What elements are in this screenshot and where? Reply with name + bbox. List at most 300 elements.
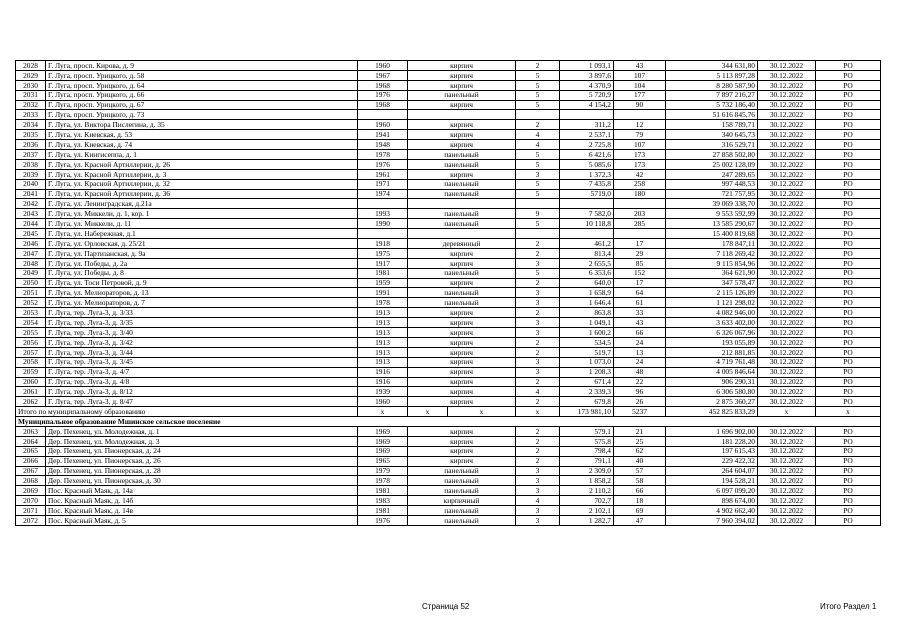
table-row: [16, 159, 881, 169]
cell-wall-material: панельный: [408, 476, 516, 486]
table-row: [16, 496, 881, 506]
cell-wall-material: кирпич: [408, 130, 516, 140]
table-row: [16, 90, 881, 100]
cell-cost: 247 289,65: [666, 169, 758, 179]
cell-row-number: 2061: [16, 387, 46, 397]
table-row: [16, 288, 881, 298]
cell-area: 702,7: [560, 496, 614, 506]
cell-floors: 4: [516, 130, 560, 140]
cell-wall-material: кирпич: [408, 328, 516, 338]
cell-year-built: 1976: [358, 90, 408, 100]
cell-area: 4 154,2: [560, 100, 614, 110]
cell-wall-material: панельный: [408, 150, 516, 160]
cell-year-built: 1978: [358, 476, 408, 486]
cell-residents: 13: [614, 347, 666, 357]
cell-year-built: 1916: [358, 367, 408, 377]
cell-floors: 5: [516, 100, 560, 110]
cell-floors: 2: [516, 248, 560, 258]
cell-cost: 25 002 128,09: [666, 159, 758, 169]
table-body-mshinskoe: [16, 426, 881, 525]
cell-row-number: 2047: [16, 248, 46, 258]
cell-year-built: 1975: [358, 248, 408, 258]
cell-code: РО: [816, 100, 881, 110]
cell-residents: 17: [614, 278, 666, 288]
cell-wall-material: панельный: [408, 486, 516, 496]
cell-code: РО: [816, 110, 881, 120]
cell-area: 6 353,6: [560, 268, 614, 278]
cell-area: 1 600,2: [560, 328, 614, 338]
cell-floors: 3: [516, 486, 560, 496]
page-number: Страница 52: [422, 602, 470, 611]
cell-wall-material: [408, 110, 516, 120]
cell-floors: 2: [516, 397, 560, 407]
cell-cost: 8 280 587,90: [666, 80, 758, 90]
cell-address: Г. Луга, просп. Кирова, д. 9: [46, 61, 358, 71]
cell-area: 1 372,3: [560, 169, 614, 179]
cell-wall-material: панельный: [408, 189, 516, 199]
cell-wall-material: панельный: [408, 268, 516, 278]
cell-row-number: 2044: [16, 219, 46, 229]
cell-area: 3 897,6: [560, 70, 614, 80]
cell-floors: 5: [516, 219, 560, 229]
cell-row-number: 2072: [16, 515, 46, 525]
cell-floors: 4: [516, 140, 560, 150]
cell-year-built: 1968: [358, 100, 408, 110]
cell-row-number: 2034: [16, 120, 46, 130]
cell-date: 30.12.2022: [758, 496, 816, 506]
cell-code: РО: [816, 328, 881, 338]
cell-cost: 51 616 845,76: [666, 110, 758, 120]
cell-date: 30.12.2022: [758, 258, 816, 268]
cell-cost: 340 645,73: [666, 130, 758, 140]
table-row: [16, 169, 881, 179]
cell-year-built: 1917: [358, 258, 408, 268]
cell-area: 5 085,6: [560, 159, 614, 169]
cell-date: 30.12.2022: [758, 486, 816, 496]
cell-area: 2 309,0: [560, 466, 614, 476]
register-table: [15, 60, 881, 526]
cell-area: 534,5: [560, 337, 614, 347]
cell-date: 30.12.2022: [758, 367, 816, 377]
cell-year-built: 1978: [358, 150, 408, 160]
cell-cost: 5 732 186,40: [666, 100, 758, 110]
cell-row-number: 2030: [16, 80, 46, 90]
cell-floors: 2: [516, 278, 560, 288]
table-row: [16, 466, 881, 476]
cell-cost: 178 847,11: [666, 239, 758, 249]
cell-cost: 13 585 290,67: [666, 219, 758, 229]
cell-cost: 5 113 897,28: [666, 70, 758, 80]
cell-wall-material: кирпич: [408, 337, 516, 347]
cell-year-built: 1978: [358, 298, 408, 308]
cell-date: 30.12.2022: [758, 278, 816, 288]
cell-row-number: 2050: [16, 278, 46, 288]
cell-code: РО: [816, 347, 881, 357]
cell-area: 1 073,0: [560, 357, 614, 367]
cell-row-number: 2045: [16, 229, 46, 239]
cell-date: 30.12.2022: [758, 100, 816, 110]
cell-floors: 5: [516, 179, 560, 189]
cell-cost: 7 897 216,27: [666, 90, 758, 100]
cell-area: 5 720,9: [560, 90, 614, 100]
cell-wall-material: кирпич: [408, 169, 516, 179]
cell-wall-material: кирпич: [408, 446, 516, 456]
cell-address: Дер. Пехенец, ул. Пионерская, д. 26: [46, 456, 358, 466]
cell-row-number: 2033: [16, 110, 46, 120]
cell-residents: 61: [614, 298, 666, 308]
cell-address: Г. Луга, ул. Киевская, д. 53: [46, 130, 358, 140]
cell-row-number: 2031: [16, 90, 46, 100]
cell-code: РО: [816, 436, 881, 446]
cell-year-built: 1968: [358, 80, 408, 90]
cell-address: Г. Луга, тер. Луга-3, д. 8/12: [46, 387, 358, 397]
cell-address: Г. Луга, тер. Луга-3, д. 3/33: [46, 308, 358, 318]
cell-wall-material: панельный: [408, 179, 516, 189]
cell-address: Г. Луга, тер. Луга-3, д. 3/44: [46, 347, 358, 357]
cell-year-built: 1969: [358, 436, 408, 446]
cell-code: РО: [816, 268, 881, 278]
cell-date: 30.12.2022: [758, 377, 816, 387]
cell-code: РО: [816, 377, 881, 387]
cell-date: 30.12.2022: [758, 239, 816, 249]
cell-year-built: 1948: [358, 140, 408, 150]
cell-residents: 79: [614, 130, 666, 140]
cell-residents: 107: [614, 70, 666, 80]
cell-cost: 6 326 067,96: [666, 328, 758, 338]
cell-row-number: 2063: [16, 426, 46, 436]
cell-area: 7 582,0: [560, 209, 614, 219]
cell-residents: 85: [614, 258, 666, 268]
cell-date: 30.12.2022: [758, 426, 816, 436]
cell-wall-material: панельный: [408, 288, 516, 298]
cell-cost: 898 674,00: [666, 496, 758, 506]
cell-cost: 15 400 819,68: [666, 229, 758, 239]
total-row: [16, 407, 881, 417]
cell-area: 1 282,7: [560, 515, 614, 525]
total-x: x: [816, 407, 881, 417]
cell-floors: 2: [516, 446, 560, 456]
cell-year-built: 1976: [358, 159, 408, 169]
cell-area: 2 655,5: [560, 258, 614, 268]
cell-wall-material: [408, 199, 516, 209]
cell-floors: 2: [516, 347, 560, 357]
cell-year-built: [358, 110, 408, 120]
cell-floors: 2: [516, 377, 560, 387]
table-row: [16, 318, 881, 328]
cell-address: Г. Луга, ул. Красной Артиллерии, д. 3: [46, 169, 358, 179]
total-x: x: [516, 407, 560, 417]
total-area: 173 981,10: [560, 407, 614, 417]
cell-residents: 285: [614, 219, 666, 229]
cell-area: 2 537,1: [560, 130, 614, 140]
cell-date: 30.12.2022: [758, 209, 816, 219]
cell-address: Г. Луга, ул. Победы, д. 2а: [46, 258, 358, 268]
cell-code: РО: [816, 426, 881, 436]
cell-floors: 3: [516, 357, 560, 367]
cell-row-number: 2036: [16, 140, 46, 150]
cell-wall-material: панельный: [408, 209, 516, 219]
table-row: [16, 189, 881, 199]
cell-floors: [516, 229, 560, 239]
cell-year-built: 1974: [358, 189, 408, 199]
cell-residents: 69: [614, 506, 666, 516]
cell-residents: [614, 199, 666, 209]
cell-year-built: 1969: [358, 426, 408, 436]
cell-floors: 3: [516, 476, 560, 486]
cell-floors: 3: [516, 298, 560, 308]
cell-year-built: 1961: [358, 169, 408, 179]
cell-code: РО: [816, 169, 881, 179]
cell-cost: 364 621,90: [666, 268, 758, 278]
cell-row-number: 2039: [16, 169, 46, 179]
cell-date: 30.12.2022: [758, 268, 816, 278]
cell-area: 1 858,2: [560, 476, 614, 486]
cell-row-number: 2071: [16, 506, 46, 516]
cell-date: 30.12.2022: [758, 387, 816, 397]
cell-cost: 197 615,43: [666, 446, 758, 456]
table-row: [16, 486, 881, 496]
cell-year-built: 1981: [358, 506, 408, 516]
cell-year-built: 1960: [358, 61, 408, 71]
cell-cost: 1 696 902,00: [666, 426, 758, 436]
cell-floors: 3: [516, 466, 560, 476]
cell-address: Г. Луга, ул. Партизанская, д. 9а: [46, 248, 358, 258]
cell-floors: 3: [516, 318, 560, 328]
cell-residents: 22: [614, 377, 666, 387]
cell-year-built: 1983: [358, 496, 408, 506]
cell-residents: 24: [614, 357, 666, 367]
cell-floors: 5: [516, 189, 560, 199]
cell-year-built: 1913: [358, 328, 408, 338]
cell-year-built: 1965: [358, 456, 408, 466]
cell-row-number: 2052: [16, 298, 46, 308]
cell-cost: 39 069 338,70: [666, 199, 758, 209]
cell-address: Г. Луга, ул. Красной Артиллерии, д. 36: [46, 189, 358, 199]
cell-cost: 721 757,95: [666, 189, 758, 199]
cell-date: 30.12.2022: [758, 397, 816, 407]
table-row: [16, 337, 881, 347]
total-x: x: [448, 407, 516, 417]
cell-address: Г. Луга, тер. Луга-3, д. 4/7: [46, 367, 358, 377]
table-row: [16, 357, 881, 367]
cell-row-number: 2070: [16, 496, 46, 506]
total-persons: 5237: [614, 407, 666, 417]
cell-date: 30.12.2022: [758, 318, 816, 328]
cell-residents: 104: [614, 80, 666, 90]
cell-area: 791,1: [560, 456, 614, 466]
cell-code: РО: [816, 318, 881, 328]
cell-date: 30.12.2022: [758, 80, 816, 90]
cell-row-number: 2032: [16, 100, 46, 110]
cell-code: РО: [816, 278, 881, 288]
cell-address: Г. Луга, просп. Урицкого, д. 64: [46, 80, 358, 90]
cell-residents: 58: [614, 476, 666, 486]
cell-row-number: 2042: [16, 199, 46, 209]
table-row: [16, 110, 881, 120]
cell-date: 30.12.2022: [758, 515, 816, 525]
cell-address: Г. Луга, тер. Луга-3, д. 8/47: [46, 397, 358, 407]
cell-row-number: 2041: [16, 189, 46, 199]
cell-area: 1 093,1: [560, 61, 614, 71]
table-row: [16, 100, 881, 110]
cell-cost: 7 960 394,02: [666, 515, 758, 525]
cell-year-built: 1976: [358, 515, 408, 525]
cell-row-number: 2067: [16, 466, 46, 476]
cell-year-built: 1913: [358, 347, 408, 357]
cell-code: РО: [816, 258, 881, 268]
cell-residents: 40: [614, 456, 666, 466]
cell-year-built: 1913: [358, 357, 408, 367]
cell-row-number: 2057: [16, 347, 46, 357]
table-row: [16, 515, 881, 525]
cell-date: 30.12.2022: [758, 337, 816, 347]
cell-floors: 2: [516, 426, 560, 436]
cell-year-built: 1981: [358, 268, 408, 278]
cell-date: 30.12.2022: [758, 436, 816, 446]
cell-code: РО: [816, 456, 881, 466]
cell-wall-material: кирпич: [408, 140, 516, 150]
cell-date: 30.12.2022: [758, 476, 816, 486]
cell-code: РО: [816, 308, 881, 318]
cell-wall-material: кирпич: [408, 357, 516, 367]
cell-floors: 3: [516, 169, 560, 179]
cell-address: Г. Луга, просп. Урицкого, д. 66: [46, 90, 358, 100]
cell-address: Пос. Красный Маяк, д. 14б: [46, 496, 358, 506]
cell-year-built: 1969: [358, 446, 408, 456]
cell-wall-material: кирпич: [408, 318, 516, 328]
cell-wall-material: кирпич: [408, 456, 516, 466]
cell-year-built: 1913: [358, 308, 408, 318]
cell-area: 863,8: [560, 308, 614, 318]
cell-code: РО: [816, 506, 881, 516]
cell-residents: 12: [614, 120, 666, 130]
cell-address: Г. Луга, тер. Луга-3, д. 3/40: [46, 328, 358, 338]
cell-cost: 3 633 402,00: [666, 318, 758, 328]
cell-floors: 2: [516, 456, 560, 466]
cell-residents: [614, 110, 666, 120]
cell-date: 30.12.2022: [758, 456, 816, 466]
cell-residents: 48: [614, 367, 666, 377]
cell-cost: 6 097 099,20: [666, 486, 758, 496]
cell-area: 679,8: [560, 397, 614, 407]
total-cost: 452 825 833,29: [666, 407, 758, 417]
cell-floors: 5: [516, 70, 560, 80]
cell-date: 30.12.2022: [758, 298, 816, 308]
cell-date: 30.12.2022: [758, 90, 816, 100]
cell-row-number: 2053: [16, 308, 46, 318]
cell-cost: 4 082 946,00: [666, 308, 758, 318]
table-row: [16, 120, 881, 130]
cell-cost: 212 881,85: [666, 347, 758, 357]
table-row: [16, 308, 881, 318]
cell-date: 30.12.2022: [758, 219, 816, 229]
cell-cost: 193 055,89: [666, 337, 758, 347]
cell-code: РО: [816, 248, 881, 258]
cell-year-built: [358, 229, 408, 239]
table-row: [16, 150, 881, 160]
cell-cost: 316 529,71: [666, 140, 758, 150]
cell-row-number: 2029: [16, 70, 46, 80]
cell-wall-material: панельный: [408, 159, 516, 169]
cell-residents: 66: [614, 328, 666, 338]
cell-address: Дер. Пехенец, ул. Пионерская, д. 24: [46, 446, 358, 456]
cell-address: Г. Луга, просп. Урицкого, д. 67: [46, 100, 358, 110]
cell-address: Г. Луга, ул. Мелиораторов, д. 7: [46, 298, 358, 308]
cell-address: Г. Луга, просп. Урицкого, д. 58: [46, 70, 358, 80]
cell-residents: 18: [614, 496, 666, 506]
cell-row-number: 2028: [16, 61, 46, 71]
cell-area: [560, 110, 614, 120]
cell-code: РО: [816, 476, 881, 486]
cell-date: 30.12.2022: [758, 120, 816, 130]
table-row: [16, 209, 881, 219]
cell-address: Г. Луга, тер. Луга-3, д. 3/45: [46, 357, 358, 367]
table-row: [16, 258, 881, 268]
cell-floors: 3: [516, 506, 560, 516]
cell-row-number: 2038: [16, 159, 46, 169]
cell-residents: 64: [614, 288, 666, 298]
cell-residents: 177: [614, 90, 666, 100]
table-row: [16, 219, 881, 229]
cell-year-built: 1990: [358, 219, 408, 229]
total-x: x: [358, 407, 408, 417]
cell-area: 579,1: [560, 426, 614, 436]
cell-floors: 5: [516, 90, 560, 100]
cell-row-number: 2037: [16, 150, 46, 160]
cell-cost: 1 121 298,02: [666, 298, 758, 308]
cell-address: Г. Луга, ул. Киевская, д. 74: [46, 140, 358, 150]
cell-date: 30.12.2022: [758, 357, 816, 367]
cell-floors: 5: [516, 268, 560, 278]
cell-residents: 17: [614, 239, 666, 249]
cell-row-number: 2069: [16, 486, 46, 496]
cell-address: Г. Луга, ул. Кингисеппа, д. 1: [46, 150, 358, 160]
cell-code: РО: [816, 159, 881, 169]
cell-area: [560, 199, 614, 209]
table-row: [16, 367, 881, 377]
cell-year-built: 1941: [358, 130, 408, 140]
cell-row-number: 2065: [16, 446, 46, 456]
table-row: [16, 239, 881, 249]
cell-area: 813,4: [560, 248, 614, 258]
cell-address: Г. Луга, ул. Ленинградская, д.21а: [46, 199, 358, 209]
table-row: [16, 130, 881, 140]
cell-residents: 43: [614, 61, 666, 71]
cell-wall-material: кирпич: [408, 258, 516, 268]
cell-year-built: 1959: [358, 278, 408, 288]
cell-year-built: 1913: [358, 318, 408, 328]
cell-cost: 264 604,07: [666, 466, 758, 476]
cell-date: 30.12.2022: [758, 179, 816, 189]
cell-area: 1 646,4: [560, 298, 614, 308]
cell-code: РО: [816, 387, 881, 397]
cell-date: 30.12.2022: [758, 506, 816, 516]
cell-residents: 96: [614, 387, 666, 397]
cell-floors: 2: [516, 308, 560, 318]
cell-address: Г. Луга, ул. Набережная, д.1: [46, 229, 358, 239]
cell-date: 30.12.2022: [758, 61, 816, 71]
cell-address: Г. Луга, ул. Красной Артиллерии, д. 32: [46, 179, 358, 189]
cell-floors: 5: [516, 159, 560, 169]
cell-area: 2 339,3: [560, 387, 614, 397]
cell-cost: 181 228,20: [666, 436, 758, 446]
cell-area: [560, 229, 614, 239]
cell-code: РО: [816, 466, 881, 476]
cell-code: РО: [816, 130, 881, 140]
cell-floors: [516, 110, 560, 120]
cell-address: Пос. Красный Маяк, д. 14в: [46, 506, 358, 516]
cell-date: 30.12.2022: [758, 189, 816, 199]
